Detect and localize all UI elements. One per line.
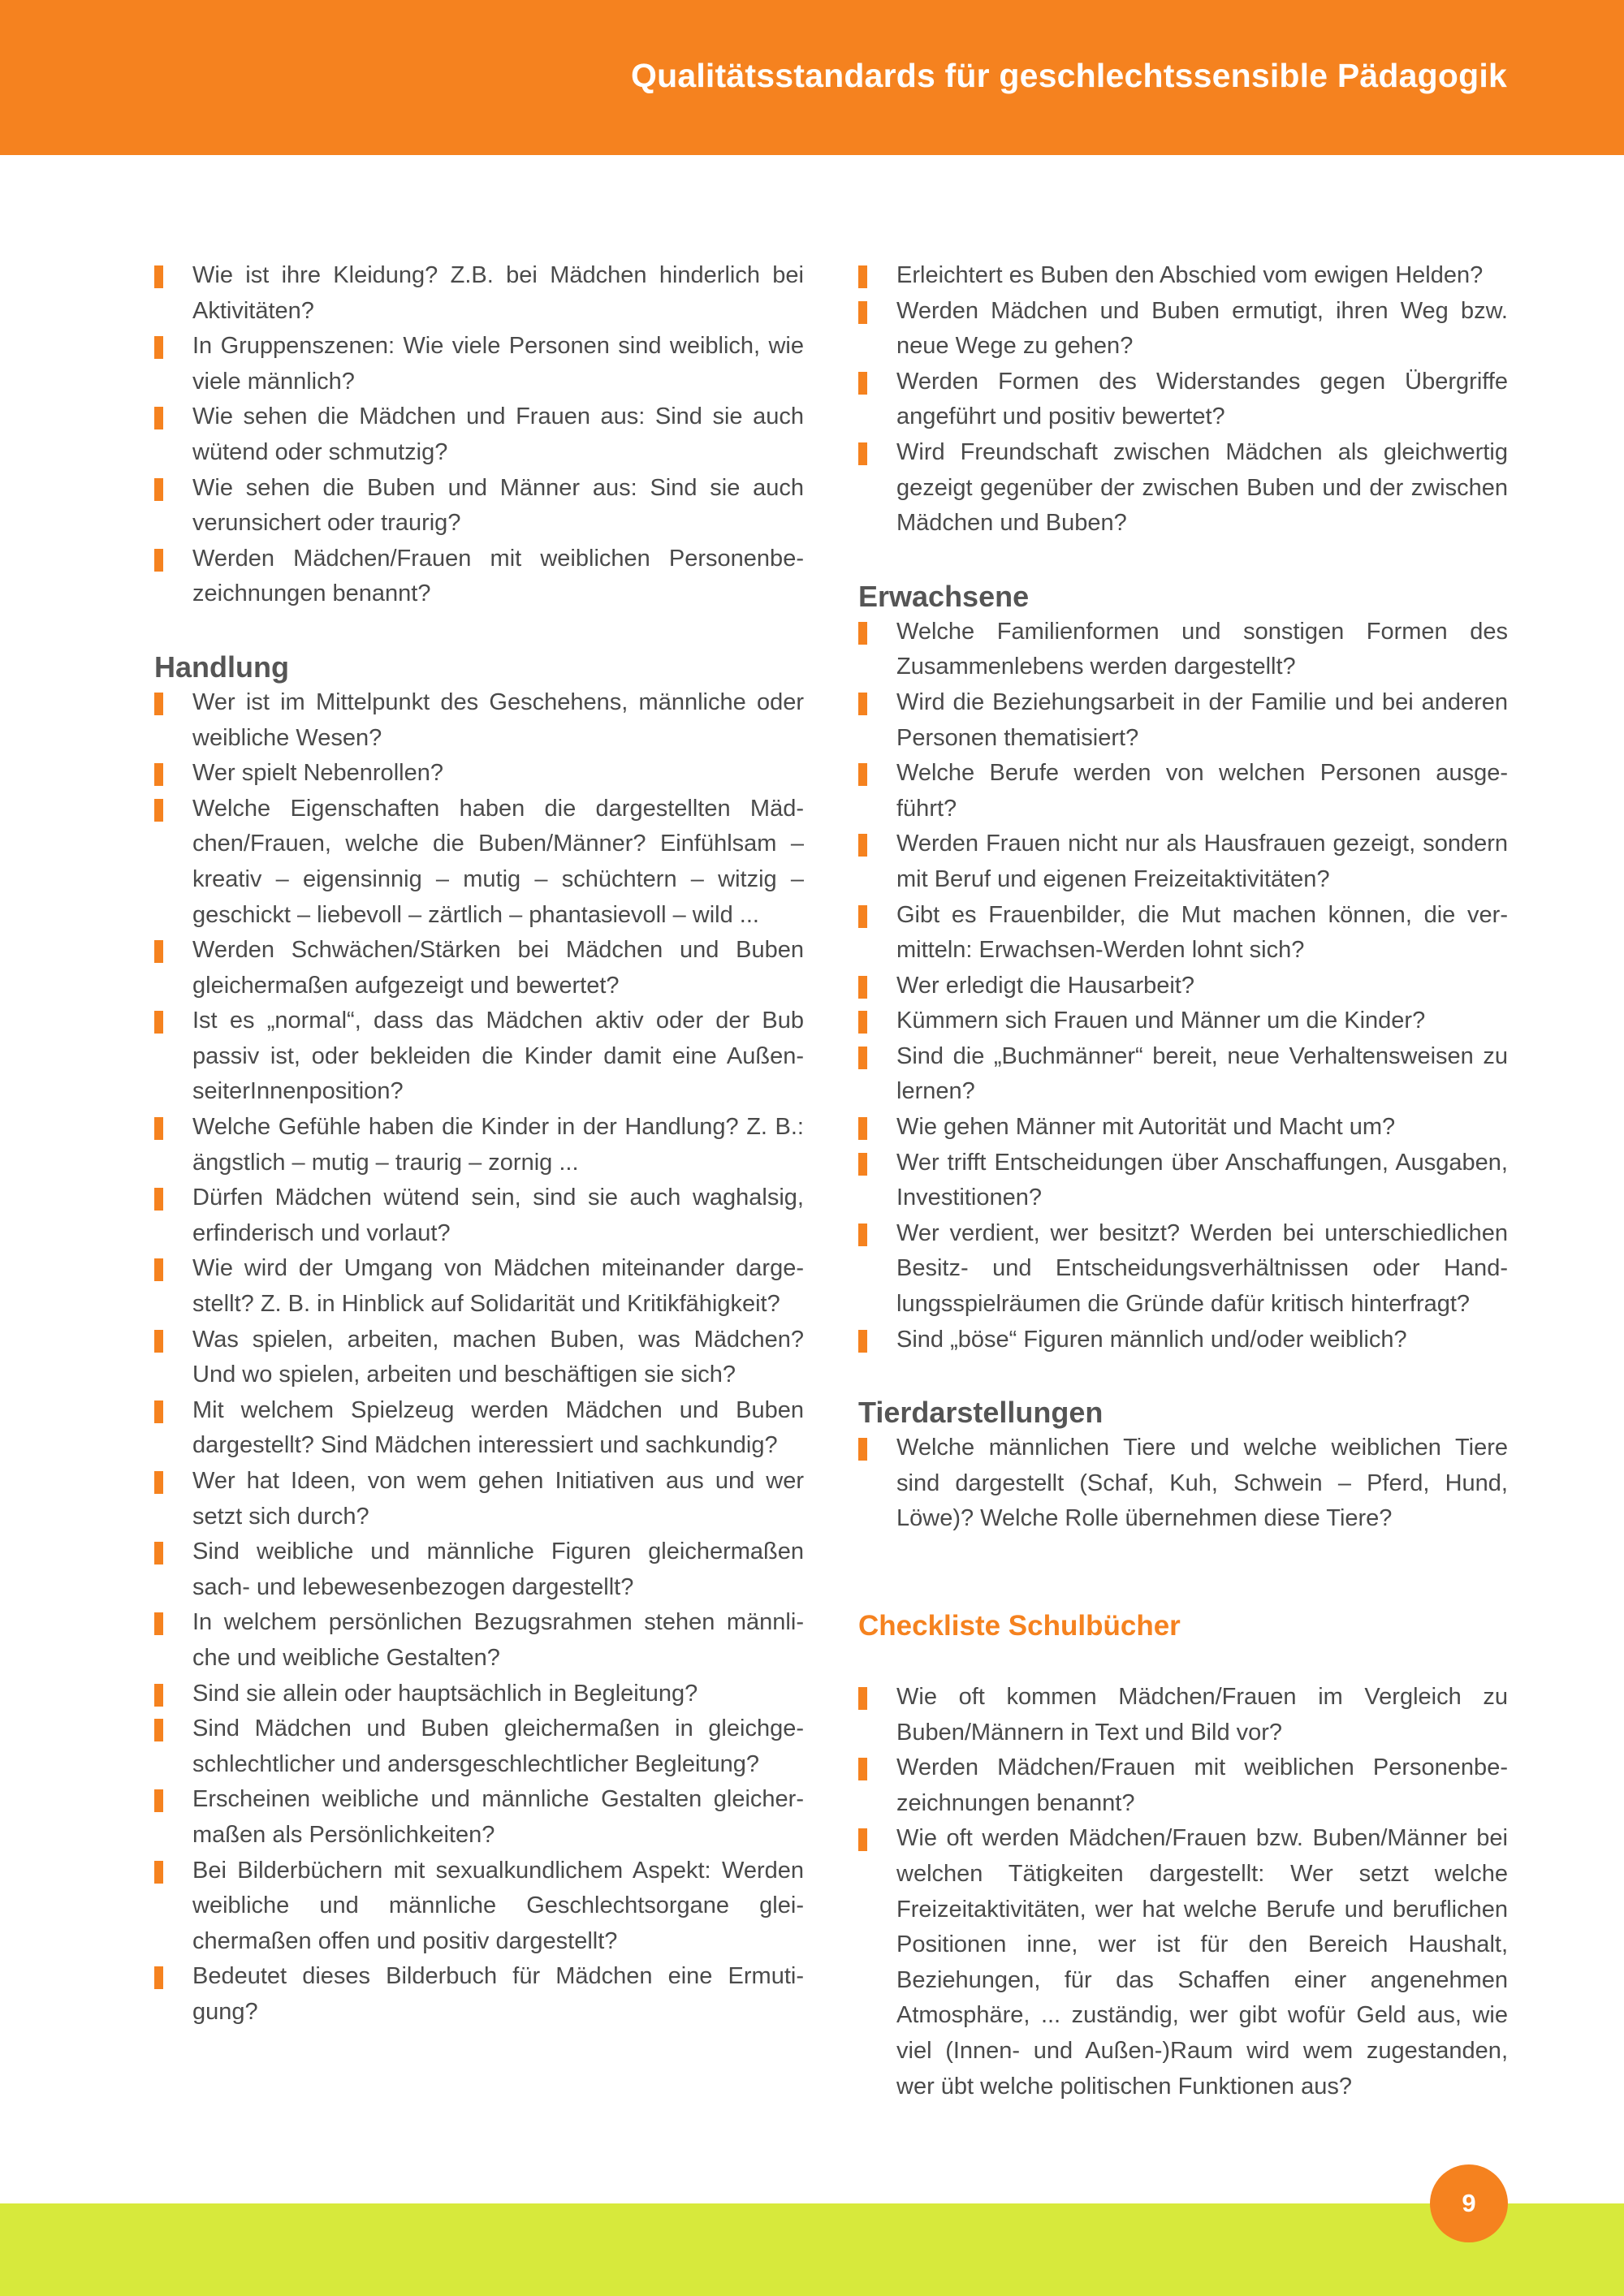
question-text: Kümmern sich Frauen und Männer um die Kinder? bbox=[896, 1008, 1426, 1034]
question-text: Wie ist ihre Kleidung? Z.B. bei Mädchen hinderlich bei Aktivitäten? bbox=[192, 262, 804, 324]
question-item bbox=[858, 826, 1508, 897]
orange-bullet-icon bbox=[858, 301, 867, 324]
question-item bbox=[154, 1677, 804, 1712]
footer-band bbox=[0, 2203, 1624, 2296]
orange-bullet-icon bbox=[154, 693, 163, 715]
orange-bullet-icon bbox=[154, 407, 163, 429]
section-heading-erwachsene: Erwachsene bbox=[858, 579, 1030, 613]
orange-bullet-icon bbox=[154, 549, 163, 572]
orange-bullet-icon bbox=[154, 799, 163, 822]
question-item bbox=[154, 399, 804, 470]
orange-bullet-icon bbox=[858, 763, 867, 786]
orange-bullet-icon bbox=[858, 442, 867, 465]
question-text: In welchem persönlichen Bezugsrahmen stehen männliche und weibliche Gestalten? bbox=[192, 1609, 804, 1671]
question-text: Sind die „Buchmänner“ bereit, neue Verhaltensweisen zu lernen? bbox=[896, 1042, 1508, 1105]
question-text: Werden Mädchen/Frauen mit weiblichen Personenbezeichnungen benannt? bbox=[896, 1754, 1508, 1816]
page-number: 9 bbox=[1430, 2164, 1508, 2242]
question-text: Erleichtert es Buben den Abschied vom ewigen Helden? bbox=[896, 262, 1484, 288]
question-item bbox=[154, 1464, 804, 1534]
question-item bbox=[154, 792, 804, 933]
question-item bbox=[154, 1393, 804, 1464]
orange-bullet-icon bbox=[858, 372, 867, 395]
orange-bullet-icon bbox=[858, 905, 867, 928]
question-text: Wie sehen die Mädchen und Frauen aus: Sind sie auch wütend oder schmutzig? bbox=[192, 404, 804, 465]
orange-bullet-icon bbox=[858, 1828, 867, 1851]
question-item bbox=[858, 756, 1508, 826]
section-heading-handlung: Handlung bbox=[154, 650, 289, 684]
orange-bullet-icon bbox=[154, 1400, 163, 1423]
question-text: Sind Mädchen und Buben gleichermaßen in gleichgeschlechtlicher und andersgeschlechtlicher Begleitung? bbox=[192, 1716, 804, 1777]
orange-bullet-icon bbox=[858, 1117, 867, 1140]
orange-bullet-icon bbox=[858, 1011, 867, 1034]
question-item bbox=[154, 1180, 804, 1251]
orange-bullet-icon bbox=[858, 1047, 867, 1069]
section-heading-tierdarstellungen: Tierdarstellungen bbox=[858, 1396, 1104, 1430]
question-text: Bedeutet dieses Bilderbuch für Mädchen eine Ermutigung? bbox=[192, 1963, 804, 2025]
right-column bbox=[858, 258, 1508, 2104]
orange-bullet-icon bbox=[858, 976, 867, 999]
question-text: Welche männlichen Tiere und welche weiblichen Tiere sind dargestellt (Schaf, Kuh, Schwein – Pferd, Hund, Löwe)? Welche Rolle übernehmen diese Tiere? bbox=[896, 1435, 1508, 1532]
page-title: Qualitätsstandards für geschlechtssensible Pädagogik bbox=[630, 57, 1507, 94]
question-text: Dürfen Mädchen wütend sein, sind sie auch waghalsig, erfinderisch und vorlaut? bbox=[192, 1185, 804, 1246]
question-text: Wer ist im Mittelpunkt des Geschehens, männliche oder weibliche Wesen? bbox=[192, 688, 804, 751]
question-item bbox=[154, 258, 804, 329]
question-text: Werden Schwächen/Stärken bei Mädchen und Buben gleichermaßen aufgezeigt und bewertet? bbox=[192, 937, 804, 999]
question-item bbox=[858, 898, 1508, 969]
question-text: Wird Freundschaft zwischen Mädchen als gleichwertig gezeigt gegenüber der zwischen Buben und der zwischen Mädchen und Buben? bbox=[896, 438, 1508, 537]
question-item bbox=[858, 1146, 1508, 1216]
tier-question-list bbox=[858, 1431, 1508, 1537]
question-item bbox=[154, 1959, 804, 2030]
question-text: Werden Frauen nicht nur als Hausfrauen gezeigt, sondern mit Beruf und eigenen Freizeitaktivitäten? bbox=[896, 831, 1508, 892]
question-text: Welche Gefühle haben die Kinder in der Handlung? Z. B.: ängstlich – mutig – traurig – zornig ... bbox=[192, 1114, 804, 1176]
orange-bullet-icon bbox=[858, 1330, 867, 1353]
orange-bullet-icon bbox=[154, 1542, 163, 1564]
question-text: Sind weibliche und männliche Figuren gleichermaßen sach- und lebewesenbezogen dargestellt? bbox=[192, 1539, 804, 1600]
question-text: Bei Bilderbüchern mit sexualkundlichem Aspekt: Werden weibliche und männliche Geschlechtsorgane gleichermaßen offen und positiv dargestellt? bbox=[192, 1857, 804, 1954]
erwachsene-question-list bbox=[858, 615, 1508, 1357]
question-item bbox=[858, 258, 1508, 294]
header-band bbox=[0, 0, 1624, 155]
question-text: Werden Mädchen/Frauen mit weiblichen Personenbezeichnungen benannt? bbox=[192, 545, 804, 607]
question-item bbox=[154, 1534, 804, 1605]
question-item bbox=[858, 1110, 1508, 1146]
question-item bbox=[154, 471, 804, 542]
question-item bbox=[154, 329, 804, 399]
question-text: Welche Eigenschaften haben die dargestellten Mädchen/Frauen, welche die Buben/Männer? Einfühlsam – kreativ – eigensinnig – mutig – schüchtern – witzig – geschickt – liebevoll – zärtlich – phantasievoll – wild ... bbox=[192, 795, 804, 928]
question-text: Welche Berufe werden von welchen Personen ausgeführt? bbox=[896, 760, 1508, 822]
orange-bullet-icon bbox=[154, 1330, 163, 1353]
question-item bbox=[858, 365, 1508, 435]
question-text: In Gruppenszenen: Wie viele Personen sind weiblich, wie viele männlich? bbox=[192, 333, 804, 395]
question-item bbox=[858, 1216, 1508, 1323]
orange-bullet-icon bbox=[154, 1719, 163, 1741]
question-item bbox=[154, 1711, 804, 1782]
orange-bullet-icon bbox=[154, 1612, 163, 1635]
orange-bullet-icon bbox=[858, 1153, 867, 1176]
intro-question-list bbox=[154, 258, 804, 612]
section-heading-checkliste: Checkliste Schulbücher bbox=[858, 1610, 1181, 1642]
question-text: Werden Mädchen und Buben ermutigt, ihren Weg bzw. neue Wege zu gehen? bbox=[896, 297, 1508, 360]
question-text: Sind sie allein oder hauptsächlich in Begleitung? bbox=[192, 1680, 698, 1707]
question-item bbox=[154, 1854, 804, 1960]
question-item bbox=[858, 435, 1508, 542]
orange-bullet-icon bbox=[858, 265, 867, 288]
question-text: Mit welchem Spielzeug werden Mädchen und Buben dargestellt? Sind Mädchen interessiert und sachkundig? bbox=[192, 1396, 804, 1459]
question-text: Wie oft werden Mädchen/Frauen bzw. Buben/Männer bei welchen Tätigkeiten dargestellt: Wer setzt welche Freizeitaktivitäten, wer hat welche Berufe und beruflichen Positionen inne, wer ist für den Bereich Haushalt, Beziehungen, für das Schaffen einer angenehmen Atmosphäre, ... zuständig, wer gibt wofür Geld aus, wie viel (Innen- und Außen-)Raum wird wem zugestanden, wer übt welche politischen Funktionen aus? bbox=[896, 1825, 1508, 2100]
question-text: Wer verdient, wer besitzt? Werden bei unterschiedlichen Besitz- und Entscheidungsverhältnissen oder Handlungsspielräumen die Gründe dafür kritisch hinterfragt? bbox=[896, 1219, 1508, 1318]
orange-bullet-icon bbox=[154, 1258, 163, 1281]
orange-bullet-icon bbox=[154, 336, 163, 359]
question-text: Wie sehen die Buben und Männer aus: Sind sie auch verunsichert oder traurig? bbox=[192, 474, 804, 537]
question-item bbox=[858, 1680, 1508, 1750]
question-item bbox=[858, 969, 1508, 1004]
question-item bbox=[154, 1110, 804, 1180]
question-text: Wer spielt Nebenrollen? bbox=[192, 760, 443, 787]
question-item bbox=[154, 542, 804, 612]
question-item bbox=[858, 1039, 1508, 1110]
orange-bullet-icon bbox=[154, 1188, 163, 1211]
orange-bullet-icon bbox=[154, 1471, 163, 1494]
orange-bullet-icon bbox=[154, 265, 163, 288]
orange-bullet-icon bbox=[858, 1224, 867, 1246]
question-item bbox=[154, 1782, 804, 1853]
orange-bullet-icon bbox=[858, 1438, 867, 1461]
orange-bullet-icon bbox=[154, 1789, 163, 1812]
question-item bbox=[154, 756, 804, 792]
orange-bullet-icon bbox=[858, 622, 867, 645]
question-item bbox=[858, 1323, 1508, 1358]
question-text: Sind „böse“ Figuren männlich und/oder weiblich? bbox=[896, 1326, 1407, 1353]
orange-bullet-icon bbox=[154, 763, 163, 786]
question-text: Wer hat Ideen, von wem gehen Initiativen aus und wer setzt sich durch? bbox=[192, 1468, 804, 1530]
question-item bbox=[858, 685, 1508, 756]
question-text: Gibt es Frauenbilder, die Mut machen können, die vermitteln: Erwachsen-Werden lohnt sich? bbox=[896, 901, 1508, 964]
question-text: Wie wird der Umgang von Mädchen miteinander dargestellt? Z. B. in Hinblick auf Solidarität und Kritikfähigkeit? bbox=[192, 1255, 804, 1318]
question-text: Wie oft kommen Mädchen/Frauen im Vergleich zu Buben/Männern in Text und Bild vor? bbox=[896, 1684, 1508, 1746]
checkliste-question-list bbox=[858, 1680, 1508, 2104]
question-item bbox=[154, 1251, 804, 1322]
question-item bbox=[154, 685, 804, 756]
orange-bullet-icon bbox=[154, 1117, 163, 1140]
question-item bbox=[154, 933, 804, 1003]
question-text: Wird die Beziehungsarbeit in der Familie und bei anderen Personen thematisiert? bbox=[896, 688, 1508, 751]
orange-bullet-icon bbox=[858, 1687, 867, 1710]
question-item bbox=[154, 1323, 804, 1393]
question-item bbox=[858, 1750, 1508, 1821]
question-text: Werden Formen des Widerstandes gegen Übergriffe angeführt und positiv bewertet? bbox=[896, 368, 1508, 430]
orange-bullet-icon bbox=[154, 1684, 163, 1707]
left-column bbox=[154, 258, 804, 2031]
question-item bbox=[858, 294, 1508, 365]
question-text: Wie gehen Männer mit Autorität und Macht um? bbox=[896, 1114, 1396, 1141]
question-item bbox=[858, 1821, 1508, 2104]
intro-question-list-right bbox=[858, 258, 1508, 542]
question-text: Wer erledigt die Hausarbeit? bbox=[896, 972, 1194, 999]
question-text: Was spielen, arbeiten, machen Buben, was Mädchen? Und wo spielen, arbeiten und beschäftigen sie sich? bbox=[192, 1326, 804, 1388]
question-item bbox=[858, 1003, 1508, 1039]
orange-bullet-icon bbox=[858, 693, 867, 715]
orange-bullet-icon bbox=[858, 1758, 867, 1780]
handlung-question-list bbox=[154, 685, 804, 2031]
orange-bullet-icon bbox=[858, 834, 867, 857]
question-text: Welche Familienformen und sonstigen Formen des Zusammenlebens werden dargestellt? bbox=[896, 618, 1508, 680]
question-item bbox=[154, 1605, 804, 1676]
question-item bbox=[154, 1003, 804, 1110]
orange-bullet-icon bbox=[154, 1861, 163, 1884]
orange-bullet-icon bbox=[154, 478, 163, 501]
question-text: Erscheinen weibliche und männliche Gestalten gleichermaßen als Persönlichkeiten? bbox=[192, 1786, 804, 1848]
orange-bullet-icon bbox=[154, 940, 163, 963]
question-text: Wer trifft Entscheidungen über Anschaffungen, Ausgaben, Investitionen? bbox=[896, 1149, 1508, 1211]
orange-bullet-icon bbox=[154, 1966, 163, 1989]
question-item bbox=[858, 1431, 1508, 1537]
question-text: Ist es „normal“, dass das Mädchen aktiv oder der Bub passiv ist, oder bekleiden die Kinder damit eine AußenseiterInnenposition? bbox=[192, 1008, 804, 1105]
question-item bbox=[858, 615, 1508, 685]
orange-bullet-icon bbox=[154, 1011, 163, 1034]
